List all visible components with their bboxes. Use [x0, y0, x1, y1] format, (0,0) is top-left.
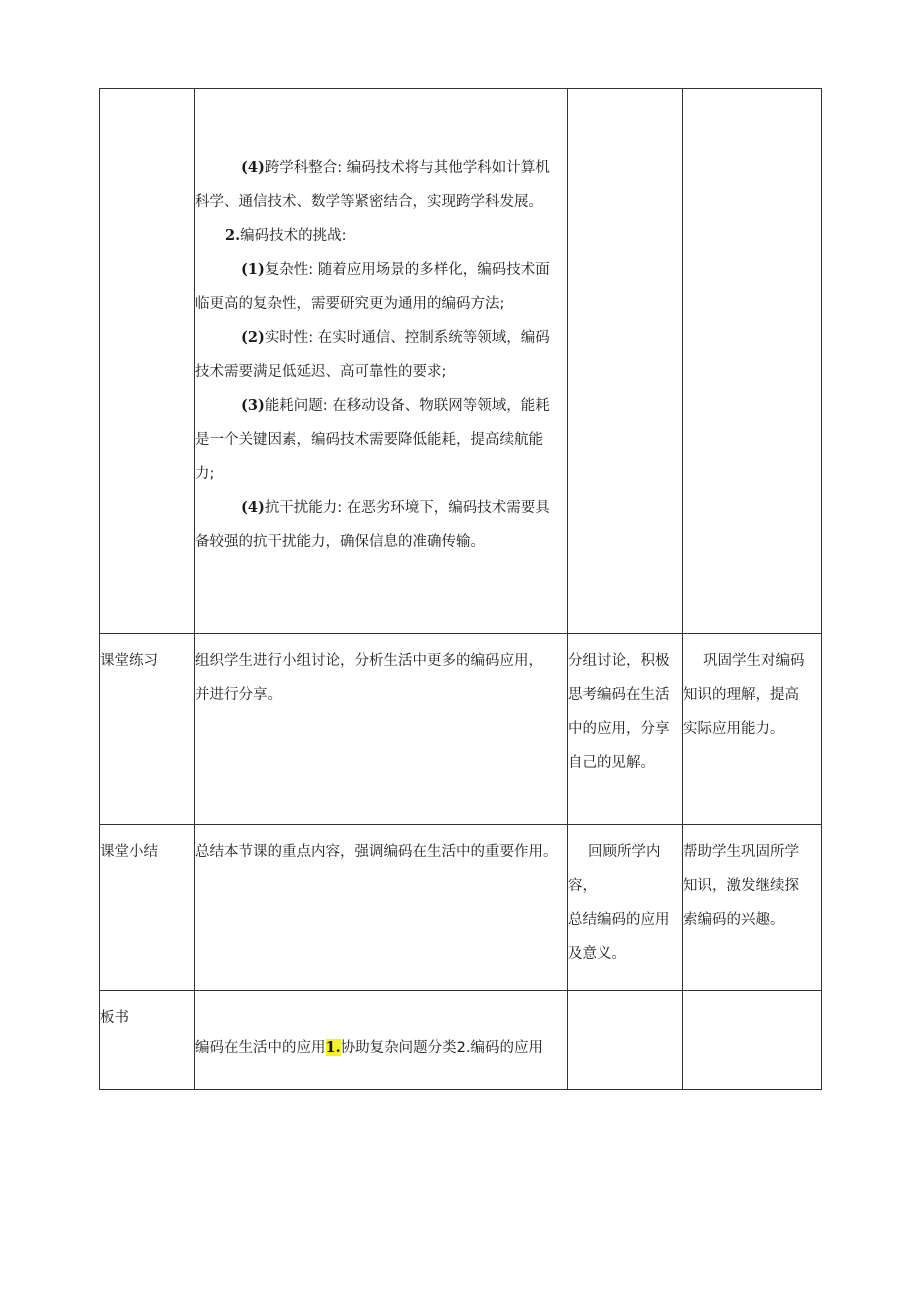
board-text: 编码在生活中的应用1.协助复杂问题分类2.编码的应用 — [195, 1039, 543, 1056]
paragraph-cont: 科学、通信技术、数学等紧密结合，实现跨学科发展。 — [195, 194, 543, 210]
table-row — [100, 634, 822, 825]
student-activity-cell: 分组讨论，积极 思考编码在生活 中的应用，分享 自己的见解。 — [568, 634, 683, 825]
paragraph: (4)抗干扰能力: 在恶劣环境下，编码技术需要具 — [241, 499, 550, 516]
paragraph: 2.编码技术的挑战: — [225, 227, 347, 244]
design-intent-cell: 帮助学生巩固所学 知识，激发继续探 索编码的兴趣。 — [683, 825, 822, 991]
paragraph: (2)实时性: 在实时通信、控制系统等领域，编码 — [241, 329, 550, 346]
row-label: 课堂小结 — [100, 825, 195, 991]
paragraph: (1)复杂性: 随着应用场景的多样化，编码技术面 — [241, 261, 550, 278]
teaching-content-cell — [195, 89, 568, 634]
paragraph-cont: 临更高的复杂性，需要研究更为通用的编码方法; — [195, 296, 505, 312]
design-intent-cell: 巩固学生对编码 知识的理解，提高 实际应用能力。 — [683, 634, 822, 825]
empty-cell — [683, 89, 822, 634]
empty-cell — [100, 89, 195, 634]
empty-cell — [683, 991, 822, 1090]
paragraph: (4)跨学科整合: 编码技术将与其他学科如计算机 — [241, 159, 550, 176]
board-content-cell — [195, 991, 568, 1090]
paragraph-cont: 力; — [195, 466, 215, 482]
paragraph-cont: 是一个关键因素，编码技术需要降低能耗，提高续航能 — [195, 432, 543, 448]
table-row — [100, 89, 822, 634]
empty-cell — [568, 991, 683, 1090]
paragraph-cont: 技术需要满足低延迟、高可靠性的要求; — [195, 364, 447, 380]
table-row — [100, 825, 822, 991]
lesson-plan-table — [99, 88, 822, 1090]
empty-cell — [568, 89, 683, 634]
student-activity-cell: 回顾所学内容， 总结编码的应用 及意义。 — [568, 825, 683, 991]
paragraph: (3)能耗问题: 在移动设备、物联网等领域，能耗 — [241, 397, 550, 414]
table-row — [100, 991, 822, 1090]
highlighted-number: 1. — [325, 1039, 341, 1056]
row-label: 板书 — [100, 991, 195, 1090]
paragraph-cont: 备较强的抗干扰能力，确保信息的准确传输。 — [195, 534, 485, 550]
teacher-activity-cell: 总结本节课的重点内容，强调编码在生活中的重要作用。 — [195, 825, 568, 991]
teacher-activity-cell: 组织学生进行小组讨论，分析生活中更多的编码应用， 并进行分享。 — [195, 634, 568, 825]
row-label: 课堂练习 — [100, 634, 195, 825]
